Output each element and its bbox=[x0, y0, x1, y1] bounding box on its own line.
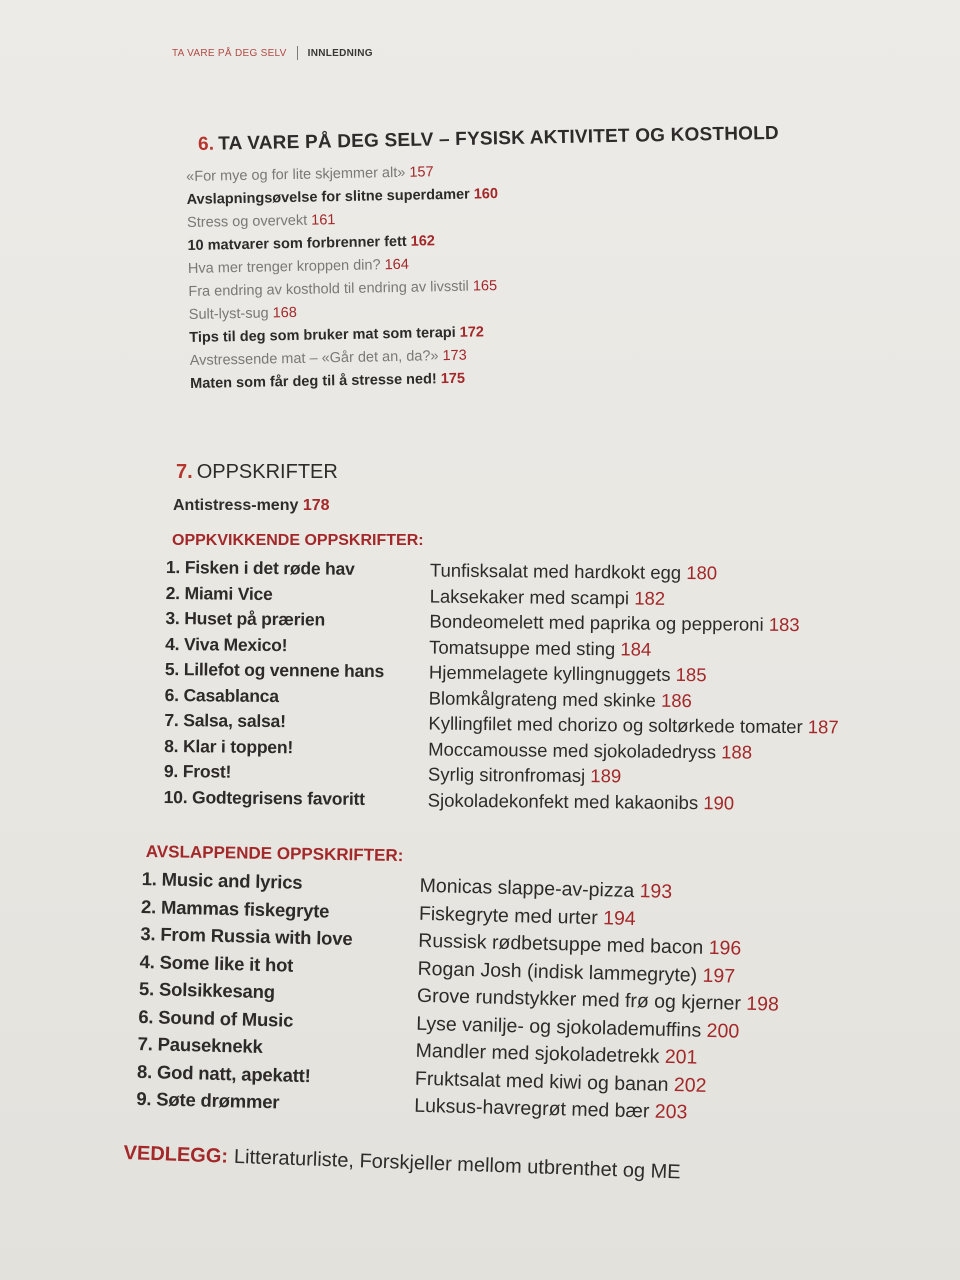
recipe-dish bbox=[419, 902, 636, 930]
energizing-recipe-list bbox=[163, 557, 839, 813]
recipe-dish-text: Blomkålgrateng med skinke bbox=[428, 687, 657, 711]
recipe-page: 189 bbox=[590, 765, 622, 787]
recipe-row bbox=[140, 922, 742, 960]
recipe-page: 200 bbox=[706, 1019, 740, 1043]
recipe-dish bbox=[418, 930, 742, 961]
recipe-name: 5. Lillefot og vennene hans bbox=[164, 658, 385, 682]
antistress-menu-entry bbox=[173, 497, 330, 515]
recipe-page: 186 bbox=[660, 689, 693, 711]
recipe-row bbox=[138, 977, 780, 1016]
chapter-6-heading bbox=[198, 123, 779, 156]
recipe-dish-text: Sjokoladekonfekt med kakaonibs bbox=[427, 789, 699, 813]
recipe-page: 197 bbox=[702, 964, 736, 988]
appendix-text: Litteraturliste, Forskjeller mellom utbrenthet og ME bbox=[233, 1145, 681, 1184]
toc-entry-text: Sult-lyst-sug bbox=[188, 305, 269, 323]
recipe-name: 5. Solsikkesang bbox=[138, 977, 276, 1003]
recipe-dish bbox=[430, 585, 666, 609]
recipe-page: 182 bbox=[634, 586, 666, 609]
toc-entry-page: 162 bbox=[410, 233, 436, 250]
toc-entry-text: Stress og overvekt bbox=[186, 212, 308, 231]
recipe-dish bbox=[430, 560, 717, 585]
recipe-dish bbox=[414, 1095, 688, 1125]
recipe-dish-text: Mandler med sjokoladetrekk bbox=[415, 1039, 660, 1068]
recipe-dish-text: Luksus-havregrøt med bær bbox=[414, 1094, 650, 1123]
recipe-page: 185 bbox=[675, 663, 707, 686]
recipe-page: 187 bbox=[807, 716, 839, 738]
recipe-dish bbox=[428, 738, 752, 763]
toc-entry-page: 164 bbox=[384, 256, 409, 274]
toc-entry-page: 165 bbox=[472, 278, 498, 295]
recipe-dish-text: Fiskegryte med urter bbox=[418, 902, 599, 929]
recipe-name: 2. Mammas fiskegryte bbox=[140, 895, 330, 922]
toc-entry-page: 157 bbox=[409, 164, 434, 181]
toc-entry-page: 175 bbox=[440, 370, 466, 388]
toc-entry-page: 160 bbox=[473, 186, 499, 203]
recipe-page: 180 bbox=[686, 561, 718, 584]
toc-entry-page: 161 bbox=[311, 212, 336, 229]
toc-entry-text: 10 matvarer som forbrenner fett bbox=[187, 233, 407, 254]
toc-entry-text: Tips til deg som bruker mat som terapi bbox=[189, 324, 456, 346]
recipe-dish-text: Kyllingfilet med chorizo og soltørkede tomater bbox=[428, 712, 803, 738]
recipe-name: 7. Salsa, salsa! bbox=[164, 709, 286, 732]
running-head-section: INNLEDNING bbox=[307, 47, 373, 59]
recipe-dish-text: Hjemmelagete kyllingnuggets bbox=[428, 661, 676, 685]
recipe-name: 8. Klar i toppen! bbox=[164, 735, 294, 757]
recipe-dish-text: Rogan Josh (indisk lammegryte) bbox=[417, 957, 698, 987]
toc-entry-page: 173 bbox=[442, 347, 467, 365]
recipe-page: 184 bbox=[620, 637, 652, 660]
recipe-page: 203 bbox=[654, 1100, 688, 1124]
chapter-7-number: 7. bbox=[176, 461, 193, 483]
recipe-name: 4. Viva Mexico! bbox=[165, 633, 288, 655]
toc-entry-text: Fra endring av kosthold til endring av livsstil bbox=[188, 278, 469, 300]
recipe-name: 3. From Russia with love bbox=[140, 922, 353, 950]
recipe-page: 202 bbox=[673, 1073, 707, 1097]
recipe-dish-text: Syrlig sitronfromasj bbox=[427, 763, 586, 787]
toc-entry-page: 172 bbox=[459, 324, 485, 341]
recipe-row bbox=[136, 1087, 688, 1124]
section-heading-relaxing: AVSLAPPENDE OPPSKRIFTER: bbox=[145, 842, 404, 866]
recipe-name: 2. Miami Vice bbox=[165, 582, 273, 604]
recipe-page: 194 bbox=[602, 906, 636, 930]
chapter-6-entries bbox=[186, 156, 710, 396]
recipe-dish bbox=[428, 764, 622, 788]
recipe-dish-text: Bondeomelett med paprika og pepperoni bbox=[429, 610, 764, 635]
recipe-dish-text: Grove rundstykker med frø og kjerner bbox=[416, 984, 742, 1015]
recipe-dish-text: Monicas slappe-av-pizza bbox=[419, 874, 635, 903]
recipe-name: 1. Fisken i det røde hav bbox=[165, 557, 355, 579]
recipe-page: 196 bbox=[708, 936, 742, 960]
recipe-page: 188 bbox=[721, 740, 753, 763]
recipe-dish-text: Fruktsalat med kiwi og banan bbox=[414, 1067, 669, 1096]
toc-entry-text: Hva mer trenger kroppen din? bbox=[187, 257, 381, 277]
recipe-name: 9. Frost! bbox=[163, 760, 232, 782]
running-head bbox=[172, 46, 373, 60]
recipe-name: 4. Some like it hot bbox=[139, 950, 294, 976]
recipe-name: 7. Pauseknekk bbox=[137, 1032, 263, 1057]
recipe-row bbox=[138, 1005, 740, 1043]
recipe-page: 193 bbox=[639, 880, 673, 903]
recipe-dish bbox=[417, 957, 735, 988]
recipe-row bbox=[141, 868, 673, 903]
chapter-6-title: TA VARE PÅ DEG SELV – FYSISK AKTIVITET OG KOSTHOLD bbox=[218, 122, 780, 155]
antistress-page: 178 bbox=[302, 497, 330, 514]
recipe-dish bbox=[415, 1040, 697, 1070]
recipe-dish-text: Tomatsuppe med sting bbox=[429, 636, 616, 659]
toc-entry-page: 168 bbox=[272, 304, 298, 322]
chapter-6-number: 6. bbox=[197, 133, 215, 155]
appendix-label: VEDLEGG: bbox=[123, 1142, 229, 1168]
recipe-page: 183 bbox=[768, 613, 800, 636]
recipe-dish bbox=[416, 1012, 740, 1043]
recipe-dish-text: Tunfisksalat med hardkokt egg bbox=[429, 559, 682, 583]
recipe-dish bbox=[429, 636, 651, 660]
toc-entry-text: Maten som får deg til å stresse ned! bbox=[190, 371, 437, 392]
recipe-dish-text: Laksekaker med scampi bbox=[429, 585, 630, 608]
toc-entry-text: Avstressende mat – «Går det an, da?» bbox=[189, 348, 439, 369]
toc-entry-text: Avslapningsøvelse for slitne superdamer bbox=[186, 186, 470, 208]
section-heading-energizing: OPPKVIKKENDE OPPSKRIFTER: bbox=[172, 532, 424, 549]
running-head-divider bbox=[297, 46, 298, 60]
recipe-name: 6. Casablanca bbox=[164, 684, 279, 706]
recipe-name: 3. Huset på prærien bbox=[165, 607, 326, 630]
recipe-dish-text: Lyse vanilje- og sjokolademuffins bbox=[416, 1012, 702, 1042]
recipe-dish bbox=[415, 1067, 707, 1097]
running-head-book-title: TA VARE PÅ DEG SELV bbox=[172, 47, 287, 59]
recipe-name: 1. Music and lyrics bbox=[141, 868, 303, 893]
recipe-dish bbox=[429, 662, 707, 687]
recipe-dish-text: Moccamousse med sjokoladedryss bbox=[428, 738, 717, 762]
recipe-dish bbox=[419, 875, 672, 904]
toc-entry-text: «For mye og for lite skjemmer alt» bbox=[186, 164, 406, 185]
chapter-7-title: OPPSKRIFTER bbox=[196, 461, 338, 483]
recipe-row bbox=[139, 950, 736, 988]
recipe-dish bbox=[428, 789, 735, 814]
recipe-row bbox=[140, 895, 636, 930]
chapter-7-heading bbox=[176, 461, 338, 484]
recipe-page: 198 bbox=[746, 992, 780, 1016]
recipe-row bbox=[136, 1060, 707, 1097]
recipe-name: 8. God natt, apekatt! bbox=[136, 1060, 311, 1086]
recipe-name: 6. Sound of Music bbox=[138, 1005, 294, 1031]
appendix-line bbox=[123, 1142, 681, 1184]
recipe-page: 190 bbox=[703, 791, 735, 813]
recipe-dish-text: Russisk rødbetsuppe med bacon bbox=[418, 929, 704, 959]
recipe-dish bbox=[429, 611, 799, 637]
recipe-dish bbox=[417, 985, 779, 1017]
recipe-dish bbox=[429, 687, 692, 712]
recipe-name: 9. Søte drømmer bbox=[136, 1087, 280, 1113]
relaxing-recipe-list bbox=[136, 868, 780, 1124]
recipe-page: 201 bbox=[664, 1045, 698, 1069]
antistress-text: Antistress-meny bbox=[173, 497, 299, 514]
recipe-dish bbox=[428, 713, 838, 739]
recipe-row bbox=[137, 1032, 698, 1069]
recipe-name: 10. Godtegrisens favoritt bbox=[163, 786, 365, 809]
